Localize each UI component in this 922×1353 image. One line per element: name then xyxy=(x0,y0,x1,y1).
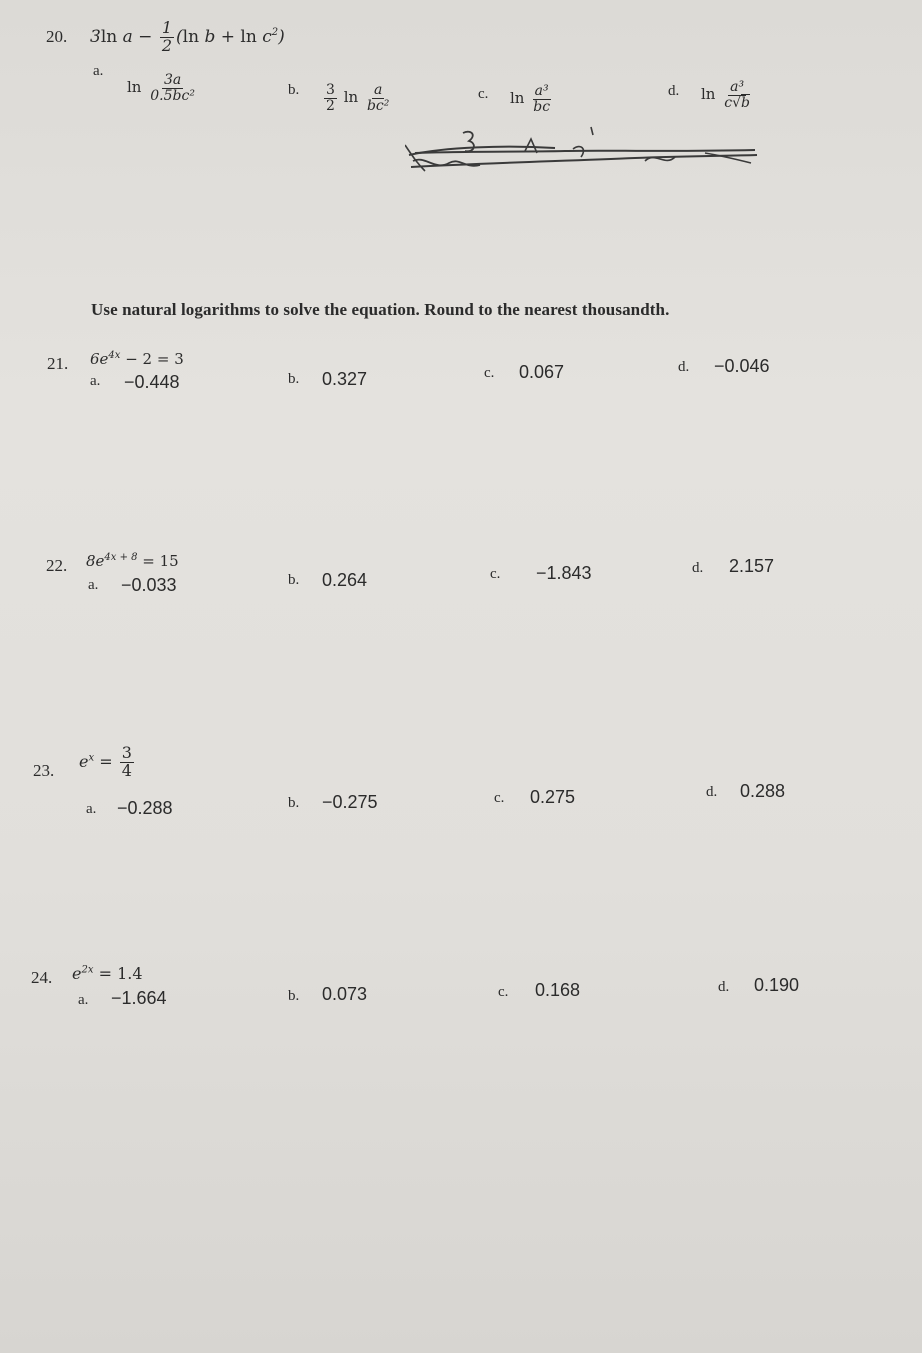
half-fraction xyxy=(160,20,174,55)
exponent: x xyxy=(88,752,95,764)
var-b: b xyxy=(204,26,216,47)
option-letter: c. xyxy=(490,566,501,582)
base: 8e xyxy=(86,552,105,570)
q21-option-c: 0.067 xyxy=(519,362,565,382)
option-letter: a. xyxy=(90,373,101,389)
ln: ln xyxy=(343,88,359,107)
fraction xyxy=(722,80,752,110)
q23-option-c: 0.275 xyxy=(530,787,576,807)
option-letter: b. xyxy=(288,371,300,387)
numerator: a³ xyxy=(534,83,549,99)
option-letter: d. xyxy=(718,979,730,995)
denominator xyxy=(722,96,752,111)
base: e xyxy=(79,751,89,771)
denominator: 2 xyxy=(326,97,335,114)
base: e xyxy=(72,964,82,983)
exponent: 2 xyxy=(271,27,279,39)
question-22-number: 22. xyxy=(46,556,68,575)
numerator: a xyxy=(373,82,383,98)
q21-option-a: −0.448 xyxy=(124,372,180,392)
frac-den: 2 xyxy=(161,35,173,55)
question-21-number: 21. xyxy=(47,354,69,373)
ln: ln xyxy=(510,89,525,108)
var-c: c xyxy=(262,26,272,47)
exponent: 2x xyxy=(81,964,94,976)
ln: ln xyxy=(127,78,142,97)
ln: ln xyxy=(182,26,200,47)
q23-option-a: −0.288 xyxy=(117,798,173,818)
ln: ln xyxy=(100,26,118,47)
exponent: 4x xyxy=(108,350,121,361)
coef: 3 xyxy=(90,26,101,47)
option-letter: d. xyxy=(706,784,718,800)
q24-option-a: −1.664 xyxy=(111,988,167,1008)
question-23-number: 23. xyxy=(33,761,55,780)
numerator: 3 xyxy=(121,743,132,762)
q23-option-b: −0.275 xyxy=(322,792,378,812)
equation-rest: = 1.4 xyxy=(93,964,143,983)
q21-option-d: −0.046 xyxy=(714,356,770,376)
option-letter: d. xyxy=(692,560,704,576)
option-letter: a. xyxy=(78,992,89,1008)
var-a: a xyxy=(122,26,133,47)
option-letter: a. xyxy=(86,801,97,817)
denominator: 0.5bc² xyxy=(150,87,195,104)
fraction xyxy=(531,84,552,114)
q23-option-d: 0.288 xyxy=(740,781,786,801)
denominator: bc² xyxy=(366,97,390,114)
option-letter: d. xyxy=(668,83,680,99)
q22-option-b: 0.264 xyxy=(322,570,368,590)
option-letter: c. xyxy=(478,86,489,102)
option-letter: a. xyxy=(93,63,104,79)
question-20-option-b xyxy=(322,83,393,113)
numerator: 3a xyxy=(163,72,182,88)
question-20-option-a xyxy=(127,73,199,103)
numerator: 3 xyxy=(326,82,335,98)
den-c: c xyxy=(724,94,733,111)
equation-rest: = 15 xyxy=(137,552,179,570)
q22-option-d: 2.157 xyxy=(729,556,775,576)
numerator: a³ xyxy=(730,79,745,95)
question-24-equation xyxy=(72,964,143,983)
q24-option-c: 0.168 xyxy=(535,980,581,1000)
fraction xyxy=(148,73,197,103)
plus: + xyxy=(220,26,235,47)
paren-open: ( xyxy=(176,26,183,47)
option-letter: b. xyxy=(288,795,300,811)
ln: ln xyxy=(240,26,257,47)
question-20-option-c xyxy=(510,84,554,114)
option-letter: b. xyxy=(288,82,300,98)
q24-option-b: 0.073 xyxy=(322,984,368,1004)
question-20-number: 20. xyxy=(46,27,68,46)
option-letter: b. xyxy=(288,988,300,1004)
q22-option-a: −0.033 xyxy=(121,575,177,595)
paren-close: ) xyxy=(278,26,285,47)
option-letter: d. xyxy=(678,359,690,375)
exponent: 4x + 8 xyxy=(104,552,138,563)
den-b: b xyxy=(741,94,750,111)
question-20-option-d xyxy=(701,80,754,110)
base: 6e xyxy=(90,350,109,368)
fraction xyxy=(365,83,391,113)
instruction-text: Use natural logarithms to solve the equation. Round to the nearest thousandth. xyxy=(91,300,670,319)
minus: − xyxy=(138,26,153,47)
handwritten-scribble xyxy=(405,125,765,180)
sqrt-symbol: √ xyxy=(732,94,742,111)
frac-num: 1 xyxy=(161,18,173,37)
q21-option-b: 0.327 xyxy=(322,369,368,389)
question-24-number: 24. xyxy=(31,968,53,987)
q22-option-c: −1.843 xyxy=(536,563,592,583)
denominator: bc xyxy=(533,98,551,115)
option-letter: c. xyxy=(498,984,509,1000)
denominator: 4 xyxy=(121,760,132,780)
coef-fraction xyxy=(324,83,337,113)
fraction xyxy=(120,745,134,780)
question-20-expression xyxy=(90,20,285,55)
q24-option-d: 0.190 xyxy=(754,975,800,995)
question-23-equation xyxy=(79,745,136,780)
option-letter: a. xyxy=(88,577,99,593)
question-22-equation xyxy=(86,552,179,570)
option-letter: c. xyxy=(494,790,505,806)
equals: = xyxy=(94,751,118,771)
equation-rest: − 2 = 3 xyxy=(120,350,184,368)
option-letter: b. xyxy=(288,572,300,588)
question-21-equation xyxy=(90,350,184,368)
ln: ln xyxy=(701,85,716,104)
option-letter: c. xyxy=(484,365,495,381)
